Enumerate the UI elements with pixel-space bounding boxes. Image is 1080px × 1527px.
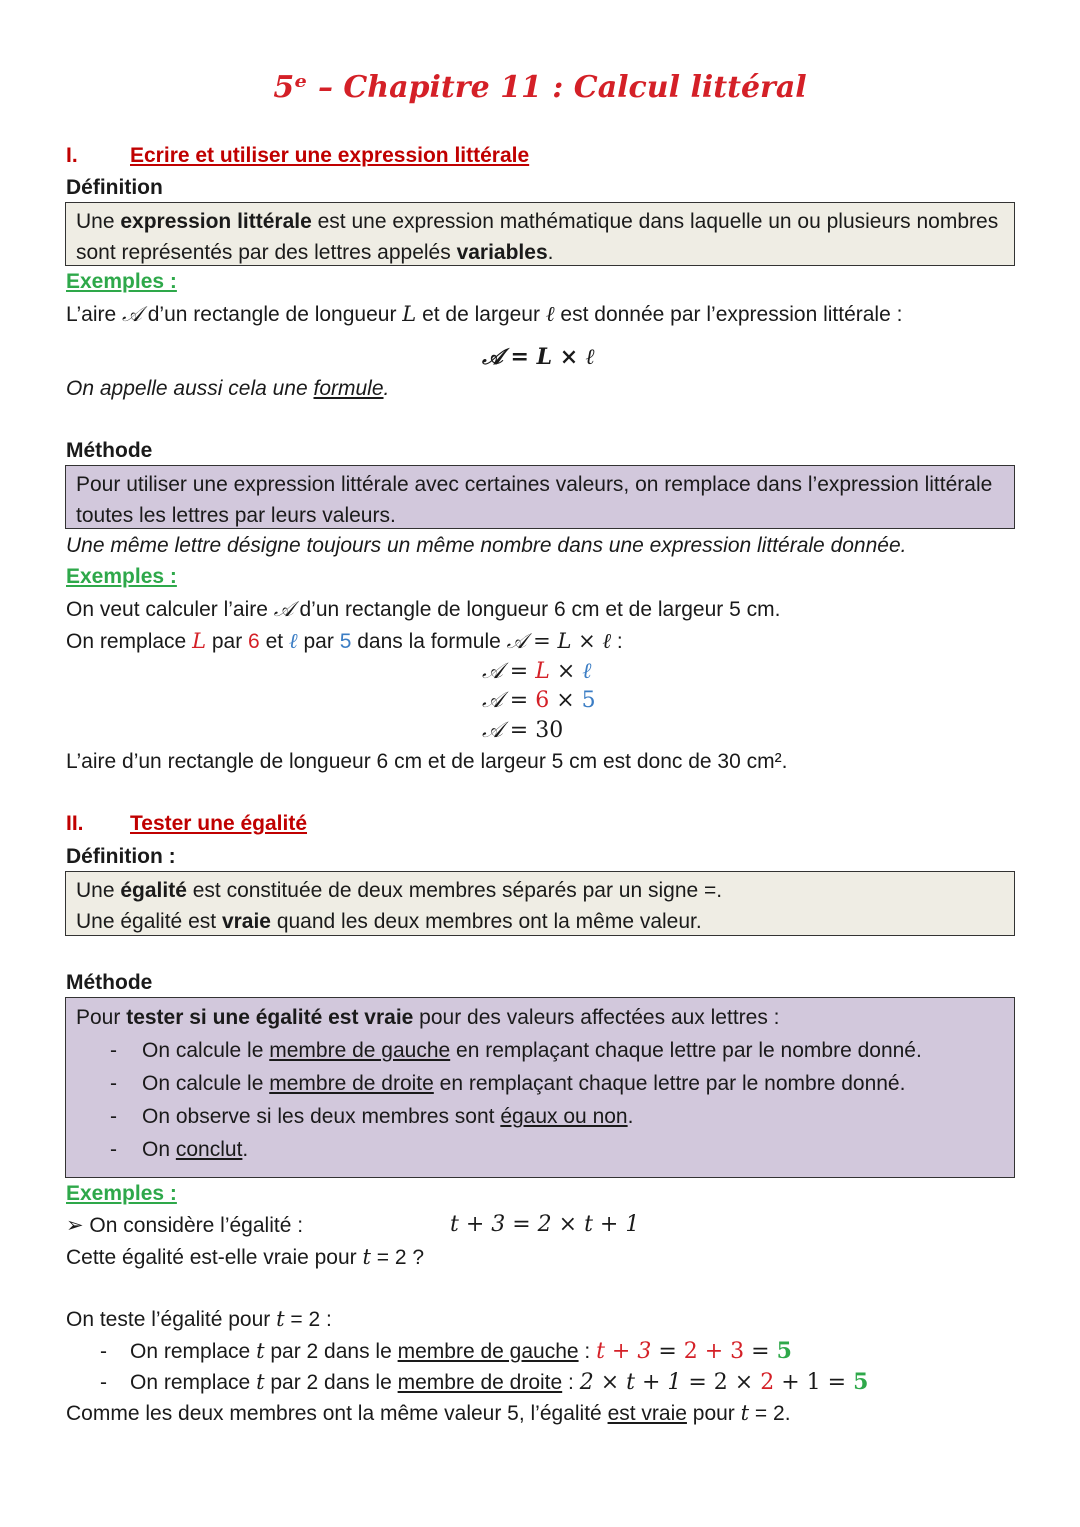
section-1-number: I.	[66, 144, 78, 167]
definition-label: Définition	[66, 176, 163, 199]
method-box-1: Pour utiliser une expression littérale avec certaines valeurs, on remplace dans l’expression littérale toutes les lettres par leurs valeurs.	[65, 465, 1015, 529]
method-note: Une même lettre désigne toujours un même nombre dans une expression littérale donnée.	[66, 534, 907, 557]
page-title: 5ᵉ – Chapitre 11 : Calcul littéral	[273, 70, 807, 105]
section-1-heading: Ecrire et utiliser une expression littérale	[130, 144, 530, 167]
section-2-number: II.	[66, 812, 84, 835]
example2-line1: On veut calculer l’aire 𝒜 d’un rectangle de longueur 6 cm et de largeur 5 cm.	[66, 597, 781, 621]
examples-label-2: Exemples :	[66, 565, 177, 588]
term-expression-litterale: expression littérale	[120, 210, 312, 233]
definition-box: Une expression littérale est une expression mathématique dans laquelle un ou plusieurs nombres sont représentés par des lettres appelés variables.	[65, 202, 1015, 266]
term-variables: variables	[456, 241, 548, 264]
examples-label-3: Exemples :	[66, 1182, 177, 1205]
examples-label-1: Exemples :	[66, 270, 177, 293]
method-2-intro: Pour tester si une égalité est vraie pour des valeurs affectées aux lettres :	[76, 1006, 780, 1029]
right-member-step: - On remplace t par 2 dans le membre de droite : 2 × t + 1 = 2 × 2 + 1 = 5	[100, 1369, 869, 1395]
definition-2-line-2: Une égalité est vraie quand les deux membres ont la même valeur.	[76, 910, 702, 933]
method-2-step: - On observe si les deux membres sont égaux ou non.	[110, 1105, 634, 1128]
method-2-step: - On calcule le membre de droite en remplaçant chaque lettre par le nombre donné.	[110, 1072, 906, 1095]
calc-line-3: 𝒜 = 30	[482, 718, 564, 743]
example2-conclusion: L’aire d’un rectangle de longueur 6 cm et de largeur 5 cm est donc de 30 cm².	[66, 750, 788, 773]
definition-2-line-1: Une égalité est constituée de deux membres séparés par un signe =.	[76, 879, 723, 902]
final-conclusion: Comme les deux membres ont la même valeur 5, l’égalité est vraie pour t = 2.	[66, 1401, 791, 1425]
area-formula: 𝒜 = L × ℓ	[482, 344, 596, 370]
test-line: On teste l’égalité pour t = 2 :	[66, 1307, 332, 1331]
calc-line-1: 𝒜 = L × ℓ	[482, 659, 592, 684]
example-line: L’aire 𝒜 d’un rectangle de longueur L et de largeur ℓ est donnée par l’expression littérale :	[66, 302, 903, 326]
method-label-1: Méthode	[66, 439, 153, 462]
equality-expression: t + 3 = 2 × t + 1	[450, 1212, 640, 1237]
method-box-2	[65, 997, 1015, 1178]
example2-line2: On remplace L par 6 et ℓ par 5 dans la formule 𝒜 = L × ℓ :	[66, 629, 623, 653]
method-2-step: - On calcule le membre de gauche en remplaçant chaque lettre par le nombre donné.	[110, 1039, 922, 1062]
method-label-2: Méthode	[66, 971, 153, 994]
formula-note: On appelle aussi cela une formule.	[66, 377, 390, 400]
question-line: Cette égalité est-elle vraie pour t = 2 ?	[66, 1245, 425, 1269]
section-2-heading: Tester une égalité	[130, 812, 308, 835]
left-member-step: - On remplace t par 2 dans le membre de gauche : t + 3 = 2 + 3 = 5	[100, 1338, 792, 1364]
consider-line: ➢ On considère l’égalité :	[66, 1214, 304, 1237]
method-2-step: - On conclut.	[110, 1138, 249, 1161]
definition-label-2: Définition :	[66, 845, 176, 868]
definition-box-2	[65, 871, 1015, 936]
calc-line-2: 𝒜 = 6 × 5	[482, 688, 596, 713]
